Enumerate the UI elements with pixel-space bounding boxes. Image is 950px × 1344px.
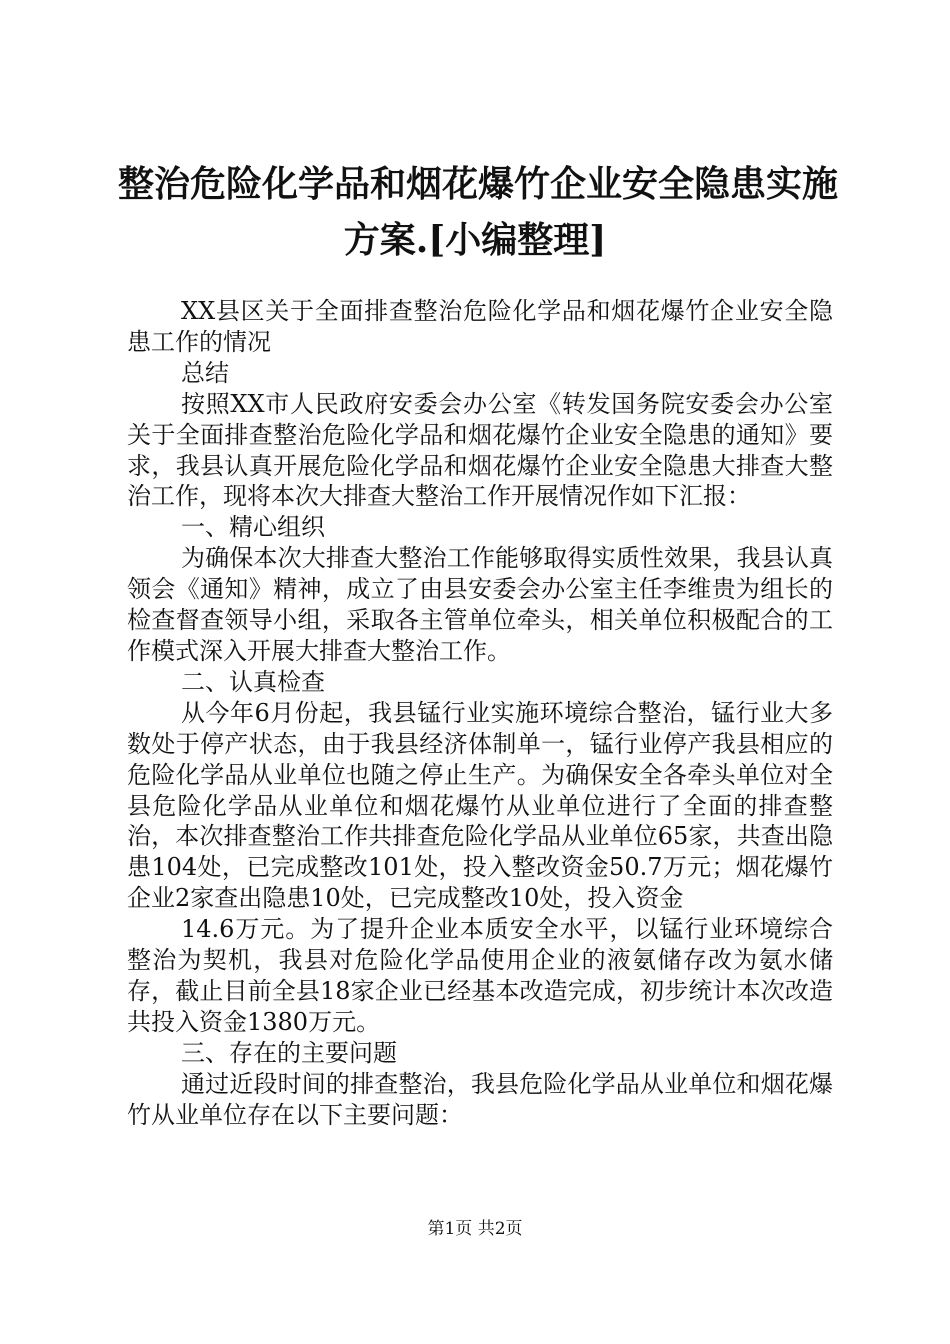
document-title-line-1: 整治危险化学品和烟花爆竹企业安全隐患实施: [118, 163, 839, 205]
paragraph: 按照XX市人民政府安委会办公室《转发国务院安委会办公室关于全面排查整治危险化学品和烟花爆竹企业安全隐患的通知》要求，我县认真开展危险化学品和烟花爆竹企业安全隐患大排查大整治工作，现将本次大排查大整治工作开展情况作如下汇报：: [127, 389, 833, 511]
paragraph: 14.6万元。为了提升企业本质安全水平，以锰行业环境综合整治为契机，我县对危险化学品使用企业的液氨储存改为氨水储存，截止目前全县18家企业已经基本改造完成，初步统计本次改造共投入资金1380万元。: [127, 915, 833, 1036]
page-footer: 第1页 共2页: [427, 1219, 523, 1239]
section-heading: 三、存在的主要问题: [181, 1038, 397, 1067]
section-heading: 二、认真检查: [181, 667, 325, 696]
paragraph: 通过近段时间的排查整治，我县危险化学品从业单位和烟花爆竹从业单位存在以下主要问题：: [127, 1069, 833, 1129]
section-heading: 一、精心组织: [181, 513, 325, 542]
document-title-line-2: 方案.[小编整理]: [343, 219, 607, 261]
paragraph: 从今年6月份起，我县锰行业实施环境综合整治，锰行业大多数处于停产状态，由于我县经济体制单一，锰行业停产我县相应的危险化学品从业单位也随之停止生产。为确保安全各牵头单位对全县危险化学品从业单位和烟花爆竹从业单位进行了全面的排查整治，本次排查整治工作共排查危险化学品从业单位65家，共查出隐患104处，已完成整改101处，投入整改资金50.7万元；烟花爆竹企业2家查出隐患10处，已完成整改10处，投入资金: [127, 698, 833, 913]
paragraph: 为确保本次大排查大整治工作能够取得实质性效果，我县认真领会《通知》精神，成立了由县安委会办公室主任李维贵为组长的检查督查领导小组，采取各主管单位牵头，相关单位积极配合的工作模式深入开展大排查大整治工作。: [127, 544, 833, 665]
paragraph: 总结: [181, 358, 229, 387]
document-body: [127, 296, 833, 1130]
paragraph: XX县区关于全面排查整治危险化学品和烟花爆竹企业安全隐患工作的情况: [127, 297, 833, 356]
